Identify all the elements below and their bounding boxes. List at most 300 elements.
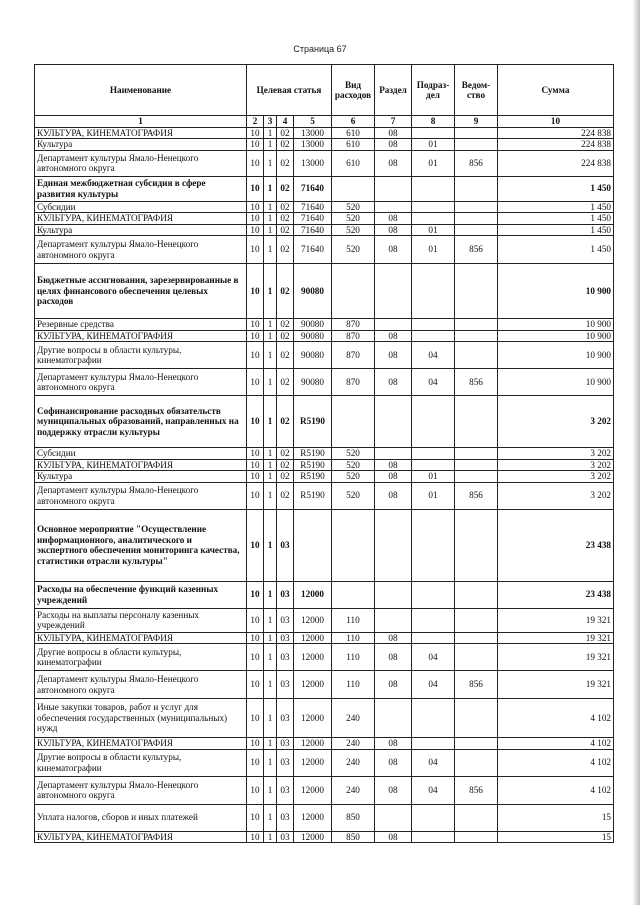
- cell-expense-type: 520: [332, 459, 375, 471]
- table-row: [35, 509, 614, 581]
- cell-direction: 90080: [294, 319, 332, 331]
- cell-expense-type: [332, 581, 375, 608]
- cell-amount: 224 838: [498, 139, 614, 151]
- cell-program: 10: [247, 749, 264, 776]
- cell-expense-type: 520: [332, 213, 375, 225]
- cell-direction: 71640: [294, 176, 332, 201]
- cell-expense-type: [332, 264, 375, 319]
- cell-department: [455, 831, 498, 843]
- cell-expense-type: [332, 509, 375, 581]
- cell-name: Другие вопросы в области культуры, кинематографии: [35, 749, 247, 776]
- cell-program: 10: [247, 224, 264, 236]
- cell-subsection: [412, 509, 455, 581]
- cell-subprogram: 1: [264, 644, 277, 671]
- cell-name: Департамент культуры Ямало-Ненецкого автономного округа: [35, 776, 247, 804]
- table-row: [35, 482, 614, 509]
- cell-subprogram: 1: [264, 471, 277, 483]
- cell-section: 08: [375, 150, 412, 176]
- cell-amount: 3 202: [498, 482, 614, 509]
- cell-name: КУЛЬТУРА, КИНЕМАТОГРАФИЯ: [35, 459, 247, 471]
- cell-amount: 1 450: [498, 176, 614, 201]
- cell-program: 10: [247, 471, 264, 483]
- cell-subsection: 04: [412, 671, 455, 699]
- cell-amount: 19 321: [498, 632, 614, 644]
- cell-direction: 12000: [294, 644, 332, 671]
- table-row: [35, 644, 614, 671]
- table-row: [35, 831, 614, 843]
- cell-program: 10: [247, 831, 264, 843]
- cell-department: [455, 581, 498, 608]
- cell-subsection: [412, 264, 455, 319]
- table-row: [35, 264, 614, 319]
- cell-name: Культура: [35, 224, 247, 236]
- cell-name: Департамент культуры Ямало-Ненецкого автономного округа: [35, 236, 247, 264]
- cell-amount: 224 838: [498, 127, 614, 139]
- cell-program: 10: [247, 139, 264, 151]
- cell-expense-type: 240: [332, 776, 375, 804]
- cell-event: 03: [277, 644, 294, 671]
- cell-amount: 15: [498, 831, 614, 843]
- cell-subprogram: 1: [264, 699, 277, 738]
- cell-expense-type: 520: [332, 201, 375, 213]
- cell-name: Субсидии: [35, 201, 247, 213]
- cell-amount: 3 202: [498, 448, 614, 460]
- cell-name: Уплата налогов, сборов и иных платежей: [35, 804, 247, 831]
- cell-expense-type: [332, 396, 375, 448]
- col-number: 10: [498, 116, 614, 128]
- cell-subprogram: 1: [264, 264, 277, 319]
- cell-section: 08: [375, 330, 412, 342]
- cell-program: 10: [247, 127, 264, 139]
- table-row: [35, 448, 614, 460]
- cell-expense-type: [332, 176, 375, 201]
- cell-expense-type: 610: [332, 139, 375, 151]
- cell-expense-type: 110: [332, 671, 375, 699]
- cell-subprogram: 1: [264, 831, 277, 843]
- cell-program: 10: [247, 150, 264, 176]
- cell-expense-type: 870: [332, 342, 375, 369]
- cell-department: [455, 396, 498, 448]
- cell-name: Бюджетные ассигнования, зарезервированные в целях финансового обеспечения целевых расходов: [35, 264, 247, 319]
- cell-direction: 12000: [294, 581, 332, 608]
- table-row: [35, 176, 614, 201]
- cell-expense-type: 110: [332, 608, 375, 632]
- col-number: 6: [332, 116, 375, 128]
- cell-subsection: 01: [412, 224, 455, 236]
- cell-subsection: [412, 127, 455, 139]
- cell-subprogram: 1: [264, 482, 277, 509]
- cell-direction: 12000: [294, 671, 332, 699]
- cell-direction: R5190: [294, 459, 332, 471]
- cell-subsection: [412, 738, 455, 750]
- table-row: [35, 127, 614, 139]
- cell-department: [455, 213, 498, 225]
- cell-event: 03: [277, 749, 294, 776]
- cell-name: Расходы на обеспечение функций казенных учреждений: [35, 581, 247, 608]
- cell-amount: 10 900: [498, 264, 614, 319]
- cell-program: 10: [247, 776, 264, 804]
- cell-section: 08: [375, 369, 412, 396]
- cell-department: [455, 644, 498, 671]
- cell-amount: 4 102: [498, 749, 614, 776]
- cell-event: 03: [277, 776, 294, 804]
- col-number: 9: [455, 116, 498, 128]
- cell-section: 08: [375, 471, 412, 483]
- cell-subsection: [412, 608, 455, 632]
- table-row: [35, 201, 614, 213]
- cell-program: 10: [247, 330, 264, 342]
- cell-subprogram: 1: [264, 127, 277, 139]
- table-row: [35, 213, 614, 225]
- cell-event: 02: [277, 127, 294, 139]
- cell-subsection: 01: [412, 236, 455, 264]
- header-expense-type: Вид расходов: [332, 65, 375, 116]
- cell-section: [375, 176, 412, 201]
- cell-subprogram: 1: [264, 224, 277, 236]
- cell-section: 08: [375, 224, 412, 236]
- cell-department: [455, 738, 498, 750]
- cell-direction: 71640: [294, 213, 332, 225]
- cell-amount: 1 450: [498, 213, 614, 225]
- cell-program: 10: [247, 644, 264, 671]
- cell-amount: 10 900: [498, 330, 614, 342]
- cell-section: [375, 201, 412, 213]
- cell-name: Департамент культуры Ямало-Ненецкого автономного округа: [35, 671, 247, 699]
- cell-subprogram: 1: [264, 213, 277, 225]
- cell-event: 02: [277, 369, 294, 396]
- cell-amount: 3 202: [498, 396, 614, 448]
- cell-name: Резервные средства: [35, 319, 247, 331]
- cell-department: [455, 176, 498, 201]
- cell-event: 02: [277, 319, 294, 331]
- cell-direction: 90080: [294, 342, 332, 369]
- cell-expense-type: 610: [332, 150, 375, 176]
- cell-department: 856: [455, 369, 498, 396]
- cell-subsection: 04: [412, 369, 455, 396]
- cell-event: 02: [277, 482, 294, 509]
- cell-program: 10: [247, 509, 264, 581]
- cell-event: 02: [277, 471, 294, 483]
- cell-direction: 71640: [294, 224, 332, 236]
- cell-subprogram: 1: [264, 369, 277, 396]
- cell-program: 10: [247, 482, 264, 509]
- cell-program: 10: [247, 581, 264, 608]
- cell-department: [455, 330, 498, 342]
- cell-section: 08: [375, 127, 412, 139]
- cell-name: КУЛЬТУРА, КИНЕМАТОГРАФИЯ: [35, 330, 247, 342]
- cell-name: Культура: [35, 471, 247, 483]
- table-row: [35, 319, 614, 331]
- cell-amount: 19 321: [498, 671, 614, 699]
- cell-expense-type: 610: [332, 127, 375, 139]
- cell-event: 03: [277, 509, 294, 581]
- header-section: Раздел: [375, 65, 412, 116]
- cell-subsection: [412, 448, 455, 460]
- col-number: 8: [412, 116, 455, 128]
- cell-expense-type: 240: [332, 738, 375, 750]
- cell-name: КУЛЬТУРА, КИНЕМАТОГРАФИЯ: [35, 127, 247, 139]
- cell-section: 08: [375, 671, 412, 699]
- cell-direction: [294, 509, 332, 581]
- cell-department: [455, 264, 498, 319]
- cell-event: 02: [277, 139, 294, 151]
- cell-section: [375, 448, 412, 460]
- cell-name: Иные закупки товаров, работ и услуг для обеспечения государственных (муниципальных) нужд: [35, 699, 247, 738]
- cell-subsection: [412, 831, 455, 843]
- page-number-label: Страница 67: [293, 44, 347, 54]
- cell-section: 08: [375, 738, 412, 750]
- table-row: [35, 330, 614, 342]
- cell-subprogram: 1: [264, 150, 277, 176]
- cell-event: 03: [277, 804, 294, 831]
- table-body: [35, 127, 614, 843]
- cell-amount: 15: [498, 804, 614, 831]
- cell-program: 10: [247, 264, 264, 319]
- cell-amount: 1 450: [498, 236, 614, 264]
- cell-amount: 19 321: [498, 644, 614, 671]
- cell-amount: 1 450: [498, 201, 614, 213]
- cell-program: 10: [247, 213, 264, 225]
- cell-direction: 12000: [294, 632, 332, 644]
- cell-subsection: [412, 201, 455, 213]
- cell-name: Другие вопросы в области культуры, кинематографии: [35, 342, 247, 369]
- cell-direction: R5190: [294, 482, 332, 509]
- cell-direction: 90080: [294, 264, 332, 319]
- cell-section: [375, 581, 412, 608]
- cell-subsection: [412, 330, 455, 342]
- cell-subsection: 04: [412, 644, 455, 671]
- cell-name: Другие вопросы в области культуры, кинематографии: [35, 644, 247, 671]
- cell-direction: 12000: [294, 699, 332, 738]
- cell-amount: 10 900: [498, 369, 614, 396]
- cell-department: [455, 471, 498, 483]
- cell-event: 02: [277, 330, 294, 342]
- cell-department: [455, 749, 498, 776]
- table-header-row: [35, 65, 614, 116]
- cell-section: 08: [375, 644, 412, 671]
- cell-subsection: 01: [412, 482, 455, 509]
- cell-section: 08: [375, 342, 412, 369]
- cell-program: 10: [247, 342, 264, 369]
- cell-name: Основное мероприятие "Осуществление информационного, аналитического и экспертного обеспечения мониторинга качества, статистики отрасли культуры": [35, 509, 247, 581]
- cell-amount: 19 321: [498, 608, 614, 632]
- cell-event: 02: [277, 176, 294, 201]
- table-row: [35, 139, 614, 151]
- cell-name: Расходы на выплаты персоналу казенных учреждений: [35, 608, 247, 632]
- cell-subprogram: 1: [264, 671, 277, 699]
- cell-event: 02: [277, 396, 294, 448]
- table-row: [35, 699, 614, 738]
- cell-event: 02: [277, 201, 294, 213]
- cell-subprogram: 1: [264, 509, 277, 581]
- table-row: [35, 581, 614, 608]
- cell-amount: 3 202: [498, 471, 614, 483]
- cell-program: 10: [247, 396, 264, 448]
- cell-section: [375, 319, 412, 331]
- cell-program: 10: [247, 236, 264, 264]
- cell-subprogram: 1: [264, 581, 277, 608]
- cell-expense-type: 850: [332, 804, 375, 831]
- cell-direction: 12000: [294, 738, 332, 750]
- cell-subsection: 01: [412, 150, 455, 176]
- cell-direction: 13000: [294, 150, 332, 176]
- cell-amount: 10 900: [498, 342, 614, 369]
- cell-expense-type: 870: [332, 369, 375, 396]
- cell-expense-type: 110: [332, 632, 375, 644]
- cell-program: 10: [247, 671, 264, 699]
- cell-direction: 12000: [294, 804, 332, 831]
- cell-section: 08: [375, 482, 412, 509]
- table-row: [35, 459, 614, 471]
- cell-subsection: 04: [412, 749, 455, 776]
- cell-department: 856: [455, 150, 498, 176]
- cell-department: 856: [455, 776, 498, 804]
- cell-section: 08: [375, 831, 412, 843]
- cell-subprogram: 1: [264, 201, 277, 213]
- cell-subsection: [412, 632, 455, 644]
- cell-expense-type: 240: [332, 699, 375, 738]
- table-row: [35, 804, 614, 831]
- table-row: [35, 224, 614, 236]
- table-row: [35, 471, 614, 483]
- cell-section: 08: [375, 632, 412, 644]
- cell-direction: 12000: [294, 776, 332, 804]
- cell-subprogram: 1: [264, 776, 277, 804]
- table-row: [35, 369, 614, 396]
- cell-department: [455, 319, 498, 331]
- cell-event: 03: [277, 608, 294, 632]
- cell-event: 02: [277, 448, 294, 460]
- cell-name: Единая межбюджетная субсидия в сфере развития культуры: [35, 176, 247, 201]
- cell-department: [455, 201, 498, 213]
- table-row: [35, 749, 614, 776]
- col-number: 7: [375, 116, 412, 128]
- cell-event: 02: [277, 213, 294, 225]
- cell-subprogram: 1: [264, 459, 277, 471]
- cell-subprogram: 1: [264, 342, 277, 369]
- table-row: [35, 776, 614, 804]
- column-number-row: [35, 116, 614, 128]
- cell-program: 10: [247, 369, 264, 396]
- table-row: [35, 632, 614, 644]
- cell-subprogram: 1: [264, 176, 277, 201]
- table-row: [35, 236, 614, 264]
- cell-subsection: [412, 699, 455, 738]
- cell-subsection: [412, 213, 455, 225]
- cell-section: [375, 509, 412, 581]
- cell-event: 02: [277, 224, 294, 236]
- cell-section: 08: [375, 213, 412, 225]
- scan-edge-shadow: [632, 0, 640, 905]
- cell-event: 03: [277, 831, 294, 843]
- cell-subprogram: 1: [264, 738, 277, 750]
- cell-amount: 4 102: [498, 776, 614, 804]
- cell-section: [375, 608, 412, 632]
- header-amount: Сумма: [498, 65, 614, 116]
- cell-direction: 13000: [294, 139, 332, 151]
- cell-direction: 12000: [294, 608, 332, 632]
- cell-department: 856: [455, 482, 498, 509]
- cell-direction: 90080: [294, 330, 332, 342]
- cell-direction: 13000: [294, 127, 332, 139]
- cell-amount: 10 900: [498, 319, 614, 331]
- cell-department: [455, 127, 498, 139]
- cell-event: 03: [277, 738, 294, 750]
- header-department: Ведом-ство: [455, 65, 498, 116]
- cell-department: [455, 699, 498, 738]
- cell-expense-type: 520: [332, 471, 375, 483]
- cell-subprogram: 1: [264, 396, 277, 448]
- cell-direction: 71640: [294, 201, 332, 213]
- cell-name: КУЛЬТУРА, КИНЕМАТОГРАФИЯ: [35, 831, 247, 843]
- header-target: Целевая статья: [247, 65, 332, 116]
- cell-name: КУЛЬТУРА, КИНЕМАТОГРАФИЯ: [35, 738, 247, 750]
- cell-subprogram: 1: [264, 319, 277, 331]
- cell-department: [455, 632, 498, 644]
- cell-department: 856: [455, 236, 498, 264]
- cell-subprogram: 1: [264, 608, 277, 632]
- cell-section: [375, 804, 412, 831]
- cell-subprogram: 1: [264, 749, 277, 776]
- cell-program: 10: [247, 608, 264, 632]
- cell-event: 02: [277, 459, 294, 471]
- cell-event: 03: [277, 699, 294, 738]
- cell-department: [455, 608, 498, 632]
- cell-event: 02: [277, 264, 294, 319]
- cell-subprogram: 1: [264, 330, 277, 342]
- cell-name: Субсидии: [35, 448, 247, 460]
- cell-event: 02: [277, 236, 294, 264]
- cell-subprogram: 1: [264, 804, 277, 831]
- cell-expense-type: 520: [332, 224, 375, 236]
- cell-program: 10: [247, 632, 264, 644]
- cell-program: 10: [247, 699, 264, 738]
- cell-subsection: [412, 581, 455, 608]
- cell-direction: R5190: [294, 396, 332, 448]
- cell-program: 10: [247, 804, 264, 831]
- cell-name: КУЛЬТУРА, КИНЕМАТОГРАФИЯ: [35, 213, 247, 225]
- cell-direction: R5190: [294, 471, 332, 483]
- cell-expense-type: 520: [332, 236, 375, 264]
- cell-section: [375, 264, 412, 319]
- cell-amount: 3 202: [498, 459, 614, 471]
- table-row: [35, 396, 614, 448]
- cell-section: [375, 396, 412, 448]
- cell-program: 10: [247, 448, 264, 460]
- table-row: [35, 738, 614, 750]
- cell-section: 08: [375, 749, 412, 776]
- cell-program: 10: [247, 201, 264, 213]
- table-row: [35, 150, 614, 176]
- cell-department: [455, 459, 498, 471]
- cell-amount: 4 102: [498, 699, 614, 738]
- cell-subsection: 01: [412, 471, 455, 483]
- cell-subsection: 04: [412, 776, 455, 804]
- cell-event: 03: [277, 632, 294, 644]
- col-number: 1: [35, 116, 247, 128]
- cell-program: 10: [247, 738, 264, 750]
- cell-department: [455, 448, 498, 460]
- cell-expense-type: 240: [332, 749, 375, 776]
- table-row: [35, 608, 614, 632]
- cell-department: [455, 342, 498, 369]
- cell-department: [455, 804, 498, 831]
- col-number: 4: [277, 116, 294, 128]
- cell-department: [455, 224, 498, 236]
- cell-amount: 4 102: [498, 738, 614, 750]
- cell-subsection: [412, 176, 455, 201]
- header-subsection: Подраз-дел: [412, 65, 455, 116]
